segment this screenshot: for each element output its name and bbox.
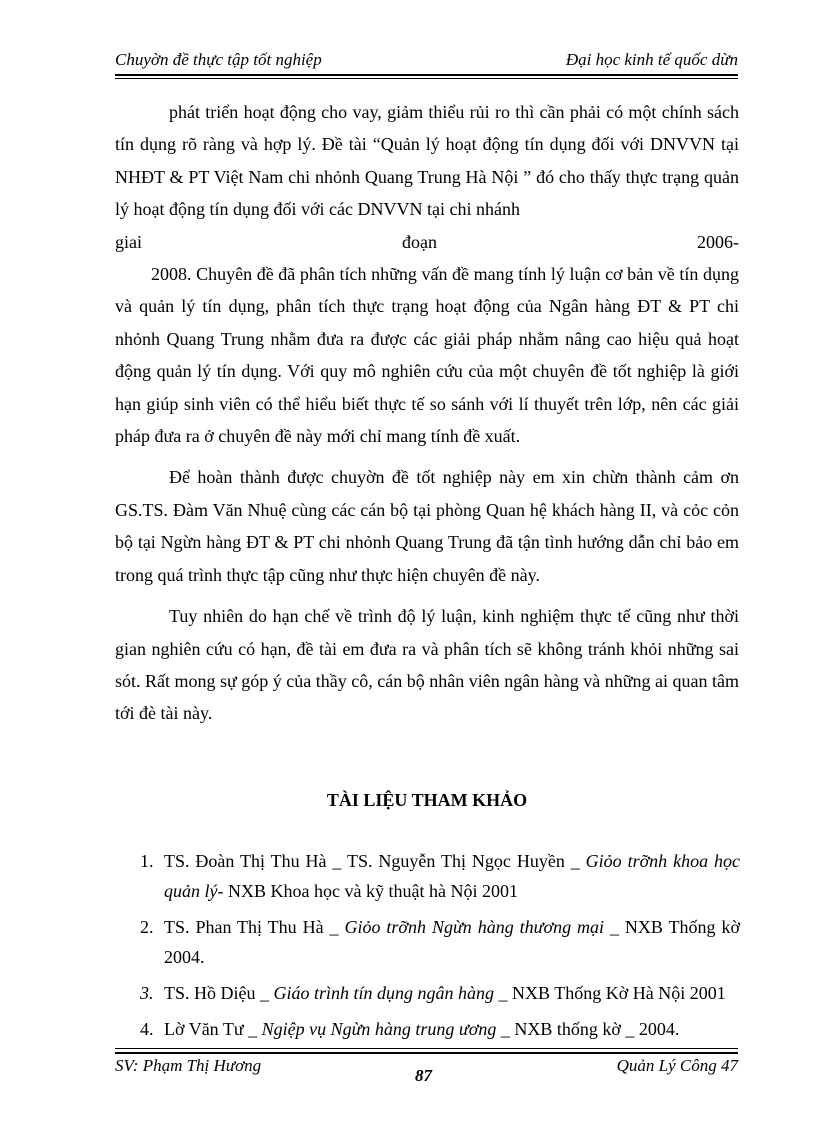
reference-number: 1. bbox=[140, 851, 154, 871]
word-giai: giai bbox=[115, 231, 142, 252]
reference-item bbox=[140, 846, 740, 906]
references-list bbox=[140, 846, 740, 1050]
reference-item bbox=[140, 912, 740, 972]
word-2006: 2006- bbox=[697, 231, 739, 252]
reference-publisher: _ NXB Thống Kờ Hà Nội 2001 bbox=[494, 983, 726, 1003]
page-header bbox=[115, 46, 738, 76]
reference-authors: TS. Hồ Diệu _ bbox=[164, 983, 274, 1003]
reference-number: 3. bbox=[140, 983, 154, 1003]
footer-rule-thin bbox=[115, 1048, 738, 1049]
reference-title: Ngiệp vụ Ngừn hàng trung ương bbox=[261, 1019, 497, 1039]
header-course-title: Chuyờn đề thực tập tốt nghiệp bbox=[115, 50, 322, 69]
reference-number: 2. bbox=[140, 917, 154, 937]
footer-class: Quản Lý Công 47 bbox=[616, 1056, 738, 1075]
word-doan: đoạn bbox=[402, 231, 437, 252]
reference-authors: Lờ Văn Tư _ bbox=[164, 1019, 262, 1039]
footer-rule bbox=[115, 1052, 738, 1054]
reference-title: Giỏo trỡnh khoa học quản lý bbox=[164, 851, 741, 901]
reference-publisher: _ NXB Thống kờ 2004. bbox=[164, 917, 740, 967]
body-text bbox=[115, 96, 739, 730]
reference-item bbox=[140, 1014, 740, 1044]
header-rule-thin bbox=[115, 78, 738, 79]
paragraph-1-last-line bbox=[115, 226, 739, 258]
reference-authors: TS. Đoàn Thị Thu Hà _ TS. Nguyễn Thị Ngọc Huyền _ bbox=[164, 851, 586, 871]
header-rule bbox=[115, 74, 738, 76]
page-footer bbox=[115, 1048, 738, 1088]
page-number: 87 bbox=[415, 1066, 432, 1085]
reference-publisher: _ NXB thống kờ _ 2004. bbox=[496, 1019, 680, 1039]
paragraph-4: Tuy nhiên do hạn chế về trình độ lý luận, kinh nghiệm thực tế cũng như thời gian nghiên cứu có hạn, đề tài em đưa ra và phân tích sẽ không tránh khỏi những sai sót. Rất mong sự góp ý của thầy cô, cán bộ nhân viên ngân hàng và những ai quan tâm tới đè tài này. bbox=[115, 606, 739, 724]
reference-authors: TS. Phan Thị Thu Hà _ bbox=[164, 917, 345, 937]
references-title: TÀI LIỆU THAM KHẢO bbox=[326, 790, 528, 810]
reference-number: 4. bbox=[140, 1019, 154, 1039]
reference-publisher: - NXB Khoa học và kỹ thuật hà Nội 2001 bbox=[217, 881, 518, 901]
header-university: Đại học kinh tế quốc dừn bbox=[565, 50, 738, 69]
paragraph-2: 2008. Chuyên đề đã phân tích những vấn đề mang tính lý luận cơ bản về tín dụng và quản lý tín dụng, phân tích thực trạng hoạt động của Ngân hàng ĐT & PT chi nhỏnh Quang Trung nhằm đưa ra được các giải pháp nhằm nâng cao hiệu quả hoạt động quản lý tín dụng. Với quy mô nghiên cứu của một chuyên đề tốt nghiệp là giới hạn giúp sinh viên có thể hiểu biết thực tế so sánh với lí thuyết trên lớp, nên các giải pháp đưa ra ở chuyên đề này mới chỉ mang tính đề xuất. bbox=[115, 264, 739, 447]
reference-title: Giáo trình tín dụng ngân hàng bbox=[273, 983, 495, 1003]
reference-title: Giỏo trỡnh Ngừn hàng thương mại bbox=[344, 917, 605, 937]
paragraph-3: Để hoàn thành được chuyờn đề tốt nghiệp này em xin chừn thành cảm ơn GS.TS. Đàm Văn Nhuệ cùng các cán bộ tại phòng Quan hệ khách hàng II, và cỏc cỏn bộ tại Ngừn hàng ĐT & PT chi nhỏnh Quang Trung đã tận tình hướng dẫn chỉ bảo em trong quá trình thực tập cũng như thực hiện chuyên đề này. bbox=[115, 467, 739, 585]
reference-item bbox=[140, 978, 740, 1008]
footer-student-name: SV: Phạm Thị Hương bbox=[115, 1056, 262, 1075]
paragraph-1: phát triển hoạt động cho vay, giảm thiểu rủi ro thì cần phải có một chính sách tín dụng rõ ràng và hợp lý. Đề tài “Quản lý hoạt động tín dụng đối với DNVVN tại NHĐT & PT Việt Nam chi nhỏnh Quang Trung Hà Nội ” đó cho thấy thực trạng quản lý hoạt động tín dụng đối với các DNVVN tại chi nhánh bbox=[115, 102, 739, 220]
